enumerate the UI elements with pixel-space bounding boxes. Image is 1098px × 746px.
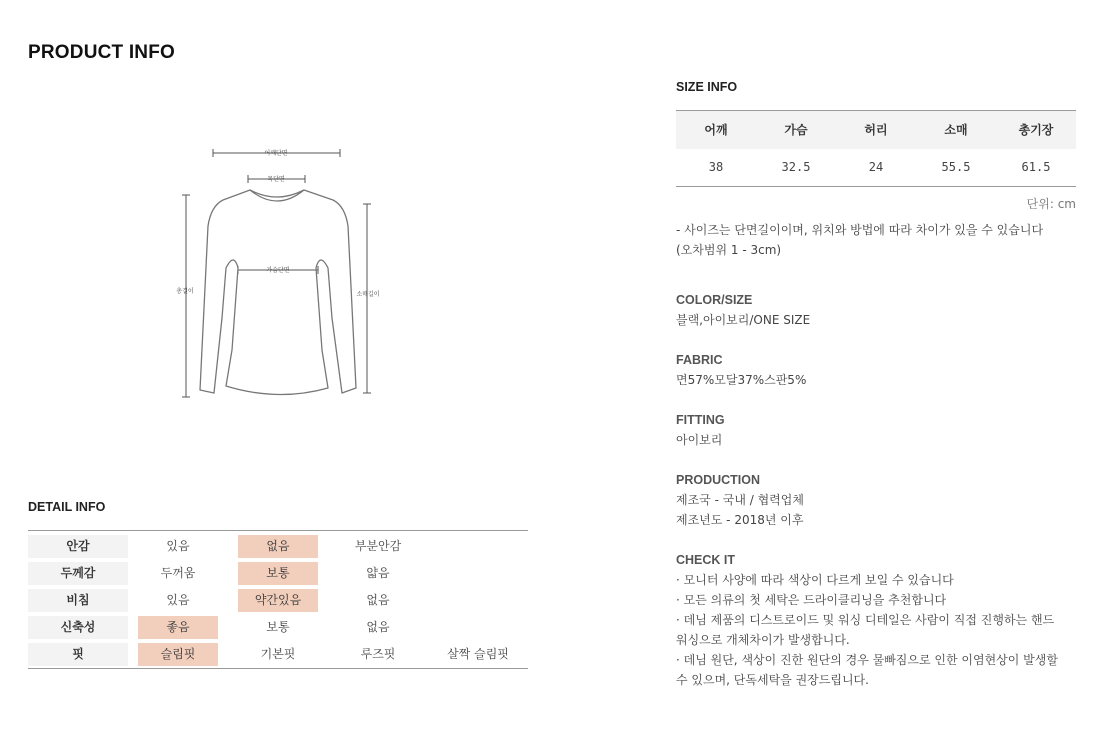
- fitting-title: FITTING: [676, 413, 725, 427]
- check-it-line: · 모니터 사양에 따라 색상이 다르게 보일 수 있습니다: [676, 573, 954, 587]
- size-note-line: - 사이즈는 단면길이이며, 위치와 방법에 따라 차이가 있을 수 있습니다: [676, 223, 1044, 237]
- size-value-cell: 55.5: [941, 160, 971, 174]
- sleeve-label: 소매길이: [356, 291, 380, 298]
- detail-option-selected: 없음: [238, 535, 318, 558]
- detail-row-label: 신축성: [28, 616, 128, 639]
- check-it-line: · 모든 의류의 첫 세탁은 드라이클리닝을 추천합니다: [676, 593, 947, 607]
- size-note: [676, 220, 1076, 260]
- size-header-row: [676, 111, 1076, 149]
- detail-option: 있음: [166, 593, 190, 607]
- detail-option: 없음: [366, 620, 390, 634]
- production-title: PRODUCTION: [676, 473, 761, 487]
- size-info-title: SIZE INFO: [676, 80, 738, 94]
- detail-info-table: [28, 530, 528, 669]
- size-value-cell: 38: [708, 160, 724, 174]
- detail-option: 부분안감: [354, 539, 402, 553]
- length-label: 총길이: [176, 288, 194, 295]
- detail-option-selected: 보통: [238, 562, 318, 585]
- size-value-cell: 32.5: [781, 160, 811, 174]
- detail-option-selected: 약간있음: [238, 589, 318, 612]
- neck-label: 목단면: [267, 176, 285, 183]
- fabric-value: 면57%모달37%스판5%: [676, 373, 807, 387]
- detail-option: 두꺼움: [160, 566, 196, 580]
- fabric-section: [676, 350, 1086, 390]
- page-title: PRODUCT INFO: [28, 42, 176, 63]
- check-it-line: 수 있으며, 단독세탁을 권장드립니다.: [676, 673, 869, 687]
- size-value-cell: 24: [868, 160, 884, 174]
- color-size-value: 블랙,아이보리/ONE SIZE: [676, 313, 811, 327]
- detail-option: 없음: [366, 593, 390, 607]
- size-info-table: [676, 110, 1076, 187]
- detail-option: 기본핏: [260, 647, 296, 661]
- detail-row-label: 두께감: [28, 562, 128, 585]
- size-header-cell: 허리: [864, 123, 888, 137]
- check-it-line: 워싱으로 개체차이가 발생합니다.: [676, 633, 850, 647]
- fitting-value: 아이보리: [676, 433, 723, 447]
- check-it-line: · 데님 원단, 색상이 진한 원단의 경우 물빠짐으로 인한 이염현상이 발생할: [676, 653, 1058, 667]
- detail-row: [28, 587, 528, 614]
- production-section: [676, 470, 1086, 530]
- size-header-cell: 어깨: [704, 123, 728, 137]
- production-line: 제조국 - 국내 / 협력업체: [676, 493, 804, 507]
- detail-option: 살짝 슬림핏: [447, 647, 509, 661]
- check-it-line: · 데님 제품의 디스트로이드 및 워싱 디테일은 사람이 직접 진행하는 핸드: [676, 613, 1055, 627]
- size-header-cell: 가슴: [784, 123, 808, 137]
- detail-option: 얇음: [366, 566, 390, 580]
- size-header-cell: 총기장: [1018, 123, 1054, 137]
- size-header-cell: 소매: [944, 123, 968, 137]
- detail-option: 있음: [166, 539, 190, 553]
- detail-row-label: 핏: [28, 643, 128, 666]
- size-value-row: [676, 149, 1076, 186]
- fabric-title: FABRIC: [676, 353, 723, 367]
- check-it-section: [676, 550, 1086, 690]
- detail-row: [28, 533, 528, 560]
- detail-option: 루즈핏: [360, 647, 396, 661]
- production-line: 제조년도 - 2018년 이후: [676, 513, 804, 527]
- detail-row-label: 안감: [28, 535, 128, 558]
- detail-option-selected: 좋음: [138, 616, 218, 639]
- detail-info-title: DETAIL INFO: [28, 500, 106, 514]
- chest-label: 가슴단면: [266, 267, 290, 274]
- detail-row: [28, 560, 528, 587]
- detail-option-selected: 슬림핏: [138, 643, 218, 666]
- detail-row-label: 비침: [28, 589, 128, 612]
- garment-measurement-diagram: [170, 140, 390, 410]
- color-size-section: [676, 290, 1086, 330]
- size-note-line: (오차범위 1 - 3cm): [676, 243, 782, 257]
- detail-row: [28, 641, 528, 668]
- detail-row: [28, 614, 528, 641]
- size-value-cell: 61.5: [1021, 160, 1051, 174]
- color-size-title: COLOR/SIZE: [676, 293, 753, 307]
- detail-option: 보통: [266, 620, 290, 634]
- unit-label: 단위: cm: [1026, 197, 1076, 211]
- shoulder-label: 어깨단면: [264, 150, 288, 157]
- fitting-section: [676, 410, 1086, 450]
- check-it-title: CHECK IT: [676, 553, 736, 567]
